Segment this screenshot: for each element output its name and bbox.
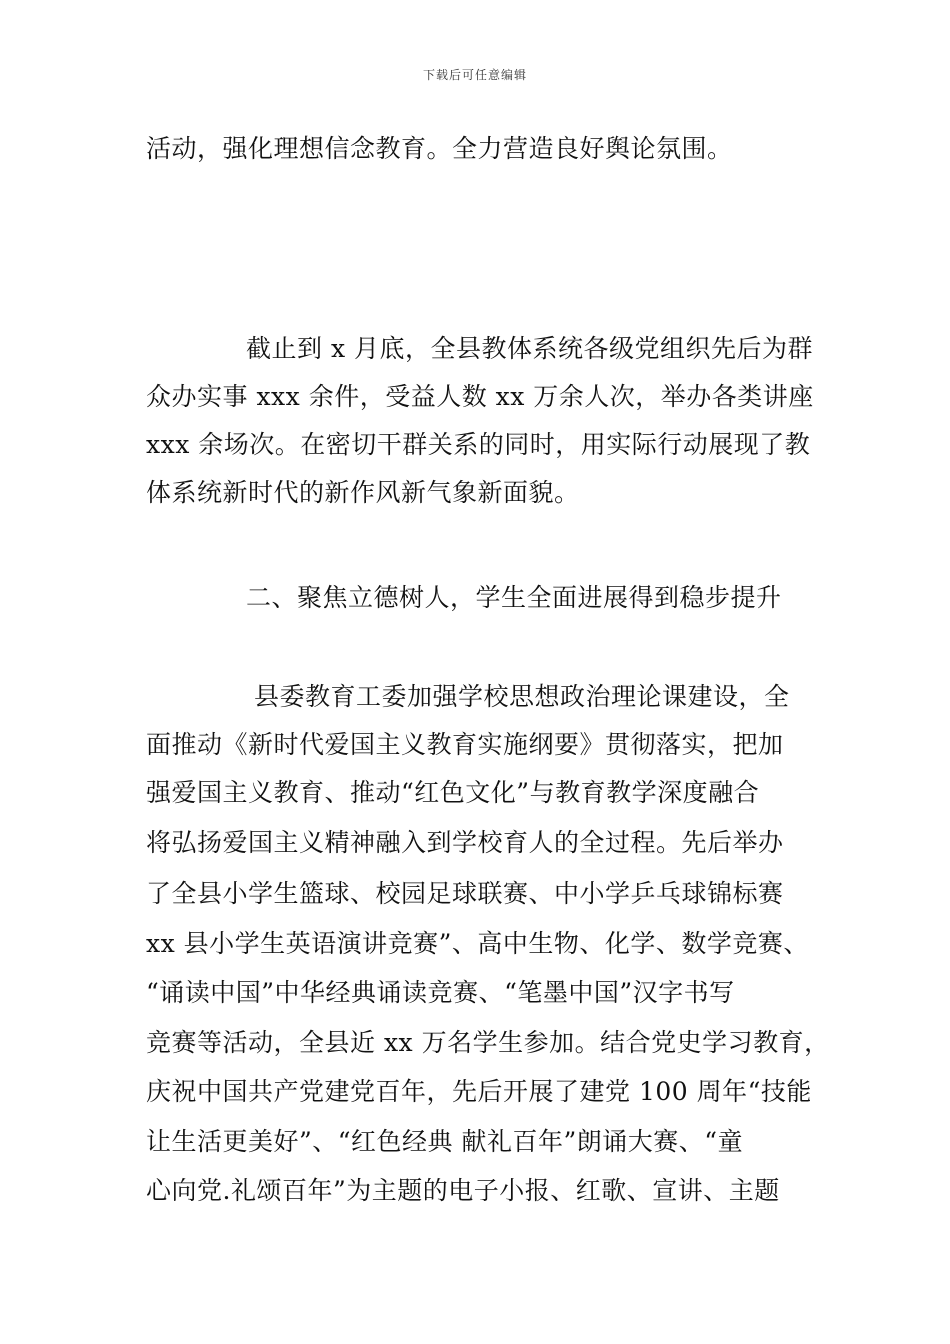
paragraph-line: 活动，强化理想信念教育。全力营造良好舆论氛围。 — [146, 134, 733, 163]
paragraph-line: 面推动《新时代爱国主义教育实施纲要》贯彻落实，把加 — [146, 730, 784, 759]
paragraph-line: 截止到 x 月底，全县教体系统各级党组织先后为群 — [246, 334, 813, 363]
paragraph-line: 庆祝中国共产党建党百年，先后开展了建党 100 周年“技能 — [146, 1077, 812, 1106]
paragraph-line: 众办实事 xxx 余件，受益人数 xx 万余人次，举办各类讲座 — [146, 382, 814, 411]
paragraph-line: 竞赛等活动，全县近 xx 万名学生参加。结合党史学习教育， — [146, 1028, 830, 1057]
paragraph-line: xxx 余场次。在密切干群关系的同时，用实际行动展现了教 — [146, 430, 811, 459]
paragraph-line: 心向党.礼颂百年”为主题的电子小报、红歌、宣讲、主题 — [146, 1176, 780, 1205]
paragraph-line: xx 县小学生英语演讲竞赛”、高中生物、化学、数学竞赛、 — [146, 929, 809, 958]
paragraph-line: 强爱国主义教育、推动“红色文化”与教育教学深度融合 — [146, 778, 760, 807]
section-heading: 二、聚焦立德树人，学生全面进展得到稳步提升 — [246, 583, 782, 612]
paragraph-line: 让生活更美好”、“红色经典 献礼百年”朗诵大赛、“童 — [146, 1127, 744, 1156]
paragraph-line: 了全县小学生篮球、校园足球联赛、中小学乒乓球锦标赛 — [146, 879, 784, 908]
paragraph-line: 县委教育工委加强学校思想政治理论课建设，全 — [254, 682, 790, 711]
header-note: 下载后可任意编辑 — [422, 68, 527, 82]
paragraph-line: 将弘扬爱国主义精神融入到学校育人的全过程。先后举办 — [146, 828, 784, 857]
paragraph-line: 体系统新时代的新作风新气象新面貌。 — [146, 478, 580, 507]
paragraph-line: “诵读中国”中华经典诵读竞赛、“笔墨中国”汉字书写 — [146, 978, 735, 1007]
